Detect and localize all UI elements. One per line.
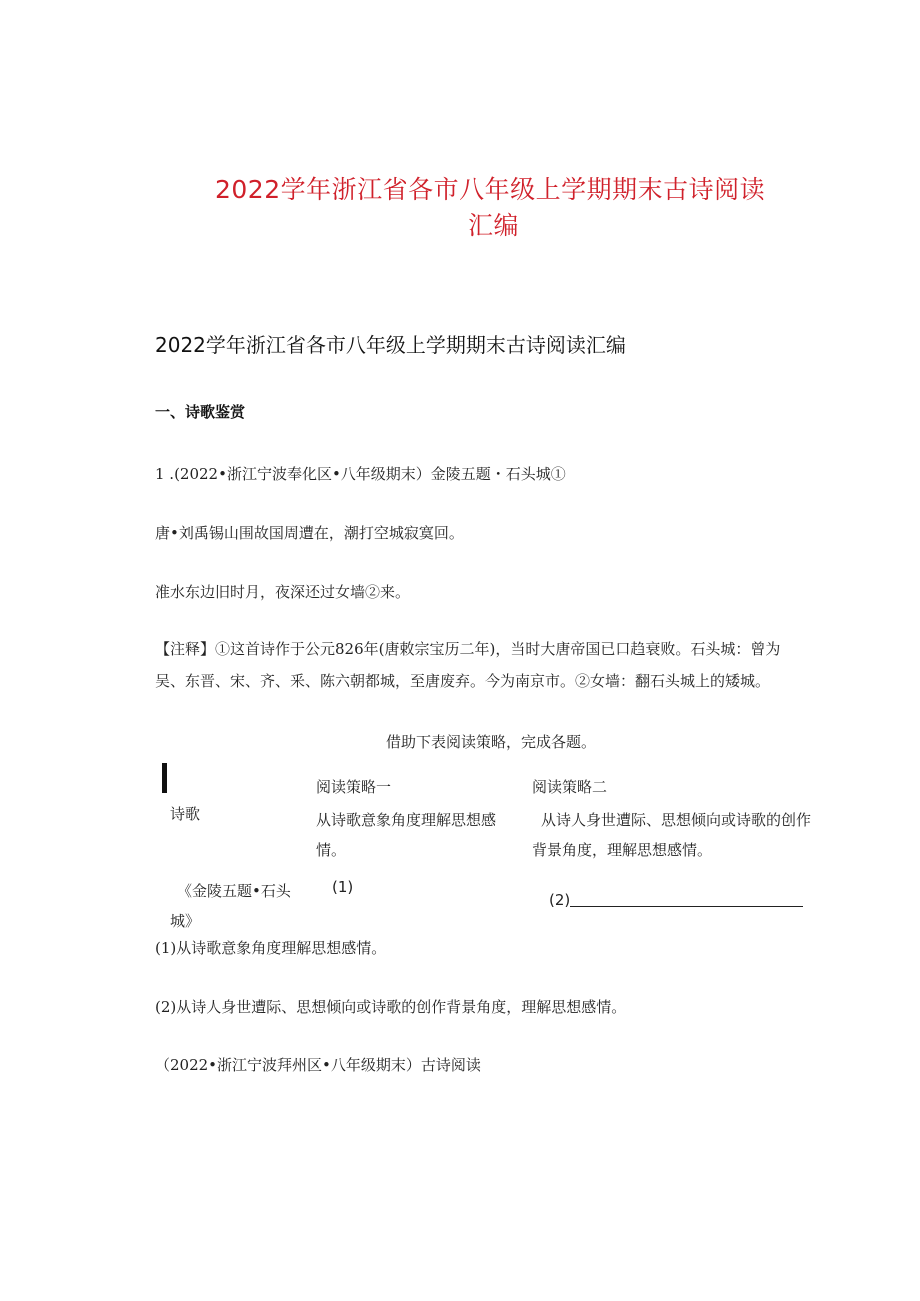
sub-question-1: (1)从诗歌意象角度理解思想感情。 — [155, 939, 387, 957]
question2-header: （2022•浙江宁波拜州区•八年级期末）古诗阅读 — [155, 1056, 481, 1074]
table-marker-bar — [162, 763, 167, 793]
section-heading-poetry: 一、诗歌鉴赏 — [155, 403, 246, 421]
table-row-poem-line2: 城》 — [170, 912, 201, 930]
table-row-poem-line1: 《金陵五题•石头 — [177, 882, 291, 900]
annotation-line-1: 【注释】①这首诗作于公元826年(唐敕宗宝历二年)，当时大唐帝国已口趋衰败。石头城：曾为 — [155, 640, 781, 658]
table-header-strategy2: 阅读策略二 — [532, 778, 608, 796]
strategy1-desc-line1: 从诗歌意象角度理解思想感 — [316, 811, 497, 829]
answer-blank-1-label: (1) — [332, 878, 354, 896]
poem-line-2: 准水东边旧时月，夜深还过女墙②来。 — [155, 583, 411, 601]
doc-subtitle: 2022学年浙江省各市八年级上学期期末古诗阅读汇编 — [155, 333, 626, 357]
strategy2-desc-line1: 从诗人身世遭际、思想倾向或诗歌的创作 — [541, 811, 812, 829]
table-header-poem: 诗歌 — [170, 805, 201, 823]
annotation-line-2: 吴、东晋、宋、齐、釆、陈六朝都城，至唐废弃。今为南京市。②女墙：翻石头城上的矮城。 — [155, 672, 771, 690]
table-instruction: 借助下表阅读策略，完成各题。 — [386, 733, 597, 751]
strategy1-desc-line2: 情。 — [316, 841, 347, 859]
sub-question-2: (2)从诗人身世遭际、思想倾向或诗歌的创作背景角度，理解思想感情。 — [155, 998, 627, 1016]
answer-blank-2-label: (2) — [549, 891, 571, 909]
question1-header: 1 .(2022•浙江宁波奉化区•八年级期末）金陵五题・石头城① — [155, 465, 566, 483]
answer-blank-2-line[interactable] — [570, 906, 803, 907]
table-header-strategy1: 阅读策略一 — [316, 778, 392, 796]
doc-title-line1: 2022学年浙江省各市八年级上学期期末古诗阅读 — [215, 175, 766, 204]
doc-title-line2: 汇编 — [468, 211, 520, 240]
poem-line-1: 唐•刘禹锡山围故国周遭在，潮打空城寂寞回。 — [155, 524, 464, 542]
strategy2-desc-line2: 背景角度，理解思想感情。 — [532, 841, 713, 859]
